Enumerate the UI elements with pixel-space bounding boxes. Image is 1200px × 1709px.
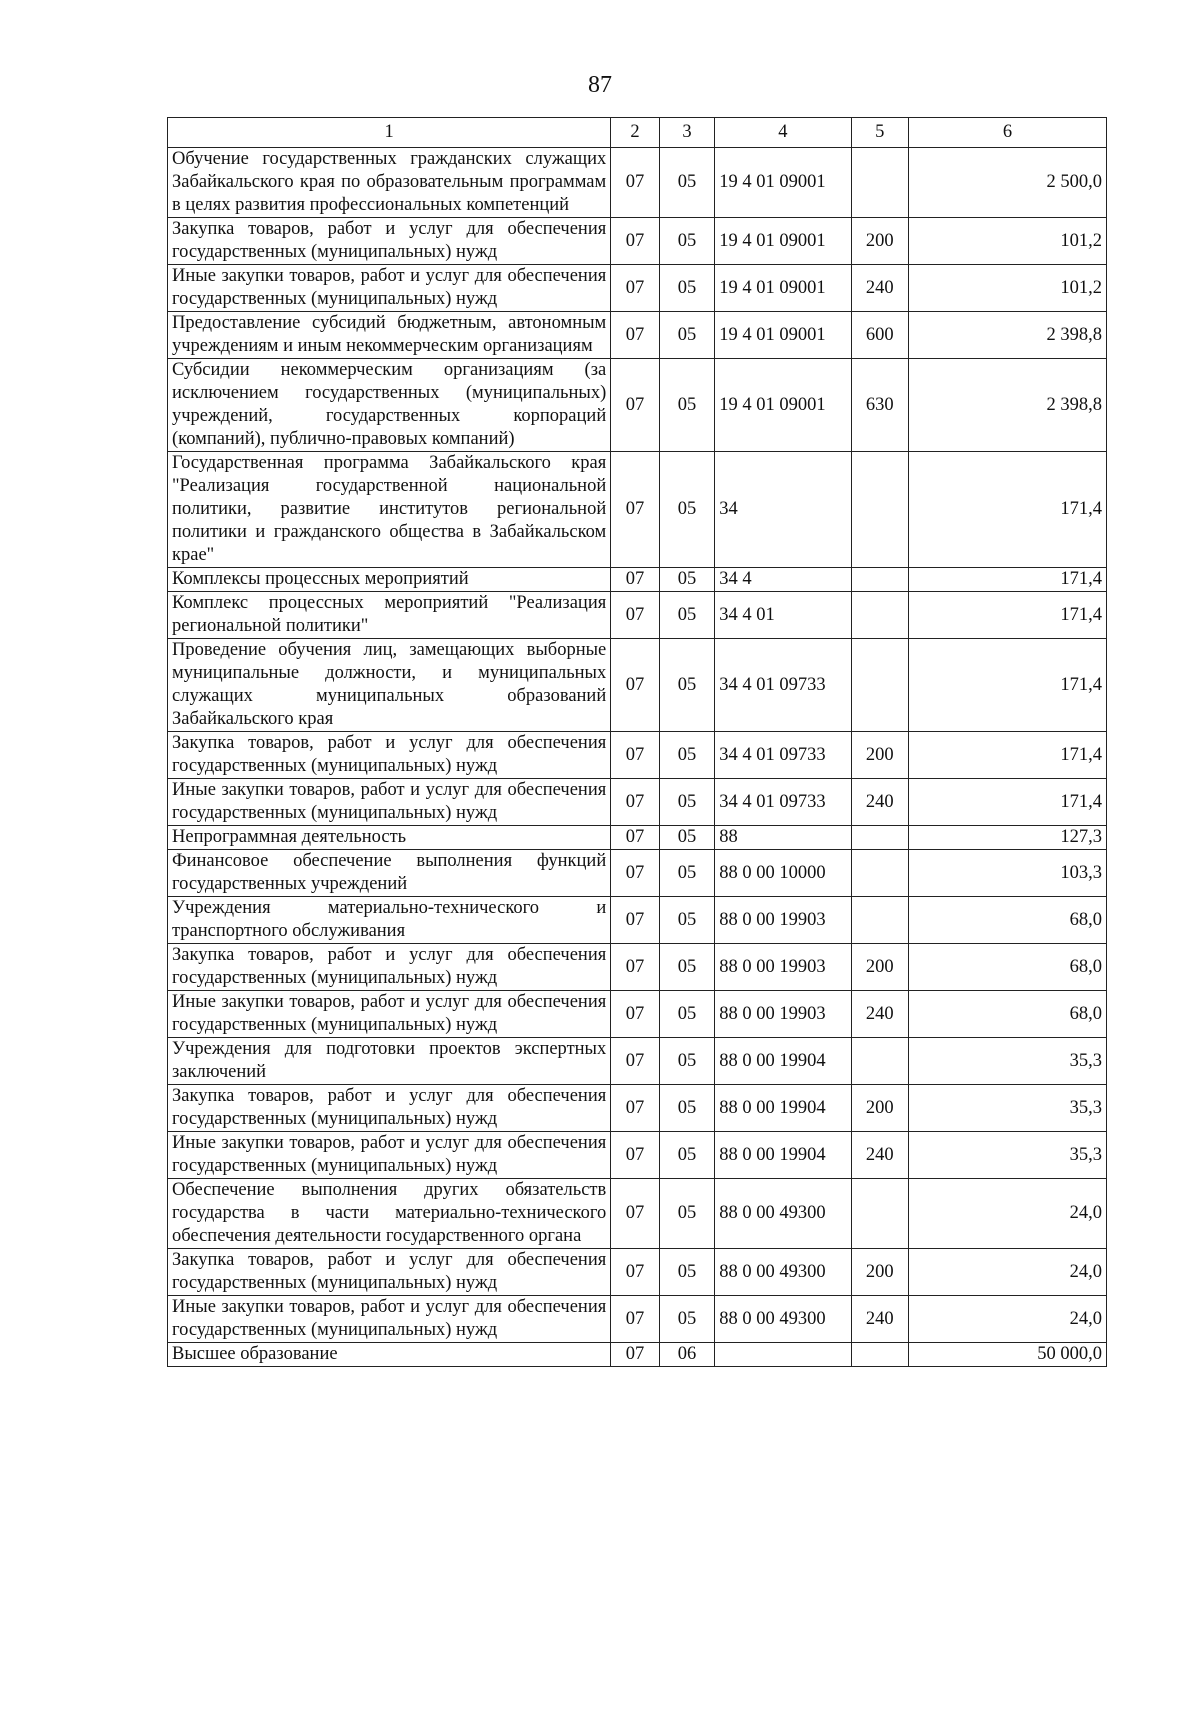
- row-target-code: 88 0 00 19904: [715, 1085, 851, 1132]
- row-amount: 171,4: [909, 732, 1107, 779]
- row-amount: 2 398,8: [909, 359, 1107, 452]
- table-row: [168, 779, 1107, 826]
- row-target-code: 88 0 00 10000: [715, 850, 851, 897]
- row-target-code: 34 4 01: [715, 592, 851, 639]
- row-name: Иные закупки товаров, работ и услуг для обеспечения государственных (муниципальных) нужд: [168, 1296, 611, 1343]
- row-subsection: 06: [659, 1343, 715, 1367]
- row-expense-type: 240: [851, 779, 909, 826]
- row-amount: 2 500,0: [909, 148, 1107, 218]
- row-expense-type: 200: [851, 218, 909, 265]
- row-target-code: 88 0 00 49300: [715, 1179, 851, 1249]
- row-subsection: 05: [659, 265, 715, 312]
- table-row: [168, 1249, 1107, 1296]
- row-name: Проведение обучения лиц, замещающих выборные муниципальные должности, и муниципальных служащих муниципальных образований Забайкальского края: [168, 639, 611, 732]
- row-expense-type: 600: [851, 312, 909, 359]
- row-expense-type: [851, 826, 909, 850]
- table-row: [168, 944, 1107, 991]
- row-name: Государственная программа Забайкальского края "Реализация государственной национальной политики, развитие институтов региональной политики и гражданского общества в Забайкальском крае": [168, 452, 611, 568]
- row-section: 07: [611, 148, 659, 218]
- header-cell: 5: [851, 118, 909, 148]
- header-cell: 6: [909, 118, 1107, 148]
- row-section: 07: [611, 218, 659, 265]
- row-amount: 171,4: [909, 452, 1107, 568]
- row-section: 07: [611, 265, 659, 312]
- header-cell: 2: [611, 118, 659, 148]
- row-amount: 24,0: [909, 1296, 1107, 1343]
- row-expense-type: [851, 568, 909, 592]
- table-row: [168, 1085, 1107, 1132]
- row-expense-type: [851, 148, 909, 218]
- row-expense-type: [851, 452, 909, 568]
- row-section: 07: [611, 850, 659, 897]
- row-subsection: 05: [659, 991, 715, 1038]
- row-amount: 2 398,8: [909, 312, 1107, 359]
- row-subsection: 05: [659, 897, 715, 944]
- row-expense-type: 200: [851, 1085, 909, 1132]
- row-amount: 68,0: [909, 944, 1107, 991]
- row-expense-type: [851, 850, 909, 897]
- row-expense-type: 240: [851, 265, 909, 312]
- row-target-code: 19 4 01 09001: [715, 148, 851, 218]
- row-name: Иные закупки товаров, работ и услуг для обеспечения государственных (муниципальных) нужд: [168, 265, 611, 312]
- row-target-code: 19 4 01 09001: [715, 218, 851, 265]
- row-name: Учреждения материально-технического и транспортного обслуживания: [168, 897, 611, 944]
- row-section: 07: [611, 1249, 659, 1296]
- row-name: Обеспечение выполнения других обязательств государства в части материально-технического обеспечения деятельности государственного органа: [168, 1179, 611, 1249]
- row-name: Учреждения для подготовки проектов экспертных заключений: [168, 1038, 611, 1085]
- row-subsection: 05: [659, 359, 715, 452]
- row-expense-type: [851, 897, 909, 944]
- row-name: Закупка товаров, работ и услуг для обеспечения государственных (муниципальных) нужд: [168, 218, 611, 265]
- row-subsection: 05: [659, 1296, 715, 1343]
- row-section: 07: [611, 1132, 659, 1179]
- row-target-code: 34 4 01 09733: [715, 639, 851, 732]
- row-amount: 35,3: [909, 1085, 1107, 1132]
- table-row: [168, 148, 1107, 218]
- row-target-code: 34 4 01 09733: [715, 779, 851, 826]
- row-amount: 103,3: [909, 850, 1107, 897]
- row-subsection: 05: [659, 1038, 715, 1085]
- row-target-code: 88 0 00 19903: [715, 944, 851, 991]
- table-row: [168, 1132, 1107, 1179]
- table-row: [168, 991, 1107, 1038]
- row-subsection: 05: [659, 639, 715, 732]
- row-expense-type: [851, 1343, 909, 1367]
- table-row: [168, 312, 1107, 359]
- table-row: [168, 732, 1107, 779]
- row-amount: 171,4: [909, 639, 1107, 732]
- row-name: Закупка товаров, работ и услуг для обеспечения государственных (муниципальных) нужд: [168, 944, 611, 991]
- row-name: Высшее образование: [168, 1343, 611, 1367]
- row-name: Закупка товаров, работ и услуг для обеспечения государственных (муниципальных) нужд: [168, 732, 611, 779]
- row-subsection: 05: [659, 850, 715, 897]
- row-target-code: 88: [715, 826, 851, 850]
- row-section: 07: [611, 779, 659, 826]
- row-amount: 127,3: [909, 826, 1107, 850]
- table-row: [168, 218, 1107, 265]
- row-amount: 35,3: [909, 1038, 1107, 1085]
- row-amount: 68,0: [909, 991, 1107, 1038]
- row-amount: 171,4: [909, 592, 1107, 639]
- row-section: 07: [611, 312, 659, 359]
- header-cell: 4: [715, 118, 851, 148]
- table-row: [168, 359, 1107, 452]
- row-section: 07: [611, 732, 659, 779]
- table-row: [168, 850, 1107, 897]
- row-section: 07: [611, 1179, 659, 1249]
- table-row: [168, 1179, 1107, 1249]
- row-name: Предоставление субсидий бюджетным, автономным учреждениям и иным некоммерческим организациям: [168, 312, 611, 359]
- row-subsection: 05: [659, 218, 715, 265]
- row-section: 07: [611, 1343, 659, 1367]
- row-amount: 24,0: [909, 1179, 1107, 1249]
- table-row: [168, 568, 1107, 592]
- table-row: [168, 1296, 1107, 1343]
- row-name: Субсидии некоммерческим организациям (за исключением государственных (муниципальных) учреждений, государственных корпораций (компаний), публично-правовых компаний): [168, 359, 611, 452]
- row-section: 07: [611, 826, 659, 850]
- row-target-code: 88 0 00 19904: [715, 1132, 851, 1179]
- row-name: Финансовое обеспечение выполнения функций государственных учреждений: [168, 850, 611, 897]
- row-amount: 101,2: [909, 218, 1107, 265]
- row-subsection: 05: [659, 1249, 715, 1296]
- row-amount: 101,2: [909, 265, 1107, 312]
- row-amount: 171,4: [909, 779, 1107, 826]
- row-name: Комплекс процессных мероприятий "Реализация региональной политики": [168, 592, 611, 639]
- header-cell: 1: [168, 118, 611, 148]
- table-row: [168, 1343, 1107, 1367]
- table-row: [168, 592, 1107, 639]
- table-header-row: [168, 118, 1107, 148]
- row-section: 07: [611, 897, 659, 944]
- row-subsection: 05: [659, 592, 715, 639]
- row-section: 07: [611, 359, 659, 452]
- row-target-code: 88 0 00 49300: [715, 1249, 851, 1296]
- row-expense-type: 240: [851, 991, 909, 1038]
- row-name: Непрограммная деятельность: [168, 826, 611, 850]
- table-row: [168, 452, 1107, 568]
- row-section: 07: [611, 592, 659, 639]
- row-subsection: 05: [659, 568, 715, 592]
- row-section: 07: [611, 452, 659, 568]
- row-expense-type: [851, 1038, 909, 1085]
- row-target-code: 19 4 01 09001: [715, 359, 851, 452]
- page-number: 87: [588, 72, 612, 98]
- row-expense-type: [851, 639, 909, 732]
- row-target-code: [715, 1343, 851, 1367]
- header-cell: 3: [659, 118, 715, 148]
- row-expense-type: 200: [851, 1249, 909, 1296]
- row-subsection: 05: [659, 1132, 715, 1179]
- row-subsection: 05: [659, 732, 715, 779]
- row-target-code: 34: [715, 452, 851, 568]
- row-target-code: 88 0 00 19904: [715, 1038, 851, 1085]
- row-subsection: 05: [659, 452, 715, 568]
- row-subsection: 05: [659, 826, 715, 850]
- row-name: Обучение государственных гражданских служащих Забайкальского края по образовательным программам в целях развития профессиональных компетенций: [168, 148, 611, 218]
- row-section: 07: [611, 1085, 659, 1132]
- table-row: [168, 1038, 1107, 1085]
- row-amount: 24,0: [909, 1249, 1107, 1296]
- row-section: 07: [611, 1038, 659, 1085]
- row-amount: 68,0: [909, 897, 1107, 944]
- row-target-code: 88 0 00 19903: [715, 991, 851, 1038]
- row-name: Иные закупки товаров, работ и услуг для обеспечения государственных (муниципальных) нужд: [168, 991, 611, 1038]
- row-target-code: 34 4: [715, 568, 851, 592]
- row-name: Комплексы процессных мероприятий: [168, 568, 611, 592]
- row-section: 07: [611, 639, 659, 732]
- row-target-code: 88 0 00 49300: [715, 1296, 851, 1343]
- row-section: 07: [611, 568, 659, 592]
- row-name: Закупка товаров, работ и услуг для обеспечения государственных (муниципальных) нужд: [168, 1249, 611, 1296]
- row-section: 07: [611, 1296, 659, 1343]
- row-expense-type: 240: [851, 1296, 909, 1343]
- row-subsection: 05: [659, 148, 715, 218]
- row-target-code: 19 4 01 09001: [715, 312, 851, 359]
- row-amount: 35,3: [909, 1132, 1107, 1179]
- row-expense-type: 200: [851, 732, 909, 779]
- row-expense-type: 200: [851, 944, 909, 991]
- row-target-code: 19 4 01 09001: [715, 265, 851, 312]
- row-target-code: 88 0 00 19903: [715, 897, 851, 944]
- row-subsection: 05: [659, 944, 715, 991]
- table-row: [168, 897, 1107, 944]
- row-subsection: 05: [659, 1085, 715, 1132]
- row-section: 07: [611, 944, 659, 991]
- row-name: Закупка товаров, работ и услуг для обеспечения государственных (муниципальных) нужд: [168, 1085, 611, 1132]
- table-row: [168, 639, 1107, 732]
- row-target-code: 34 4 01 09733: [715, 732, 851, 779]
- row-subsection: 05: [659, 312, 715, 359]
- row-expense-type: [851, 592, 909, 639]
- row-name: Иные закупки товаров, работ и услуг для обеспечения государственных (муниципальных) нужд: [168, 779, 611, 826]
- table-row: [168, 826, 1107, 850]
- row-expense-type: [851, 1179, 909, 1249]
- row-expense-type: 630: [851, 359, 909, 452]
- table-row: [168, 265, 1107, 312]
- row-name: Иные закупки товаров, работ и услуг для обеспечения государственных (муниципальных) нужд: [168, 1132, 611, 1179]
- budget-table: [167, 117, 1107, 1367]
- row-section: 07: [611, 991, 659, 1038]
- row-subsection: 05: [659, 1179, 715, 1249]
- row-amount: 50 000,0: [909, 1343, 1107, 1367]
- row-amount: 171,4: [909, 568, 1107, 592]
- row-subsection: 05: [659, 779, 715, 826]
- row-expense-type: 240: [851, 1132, 909, 1179]
